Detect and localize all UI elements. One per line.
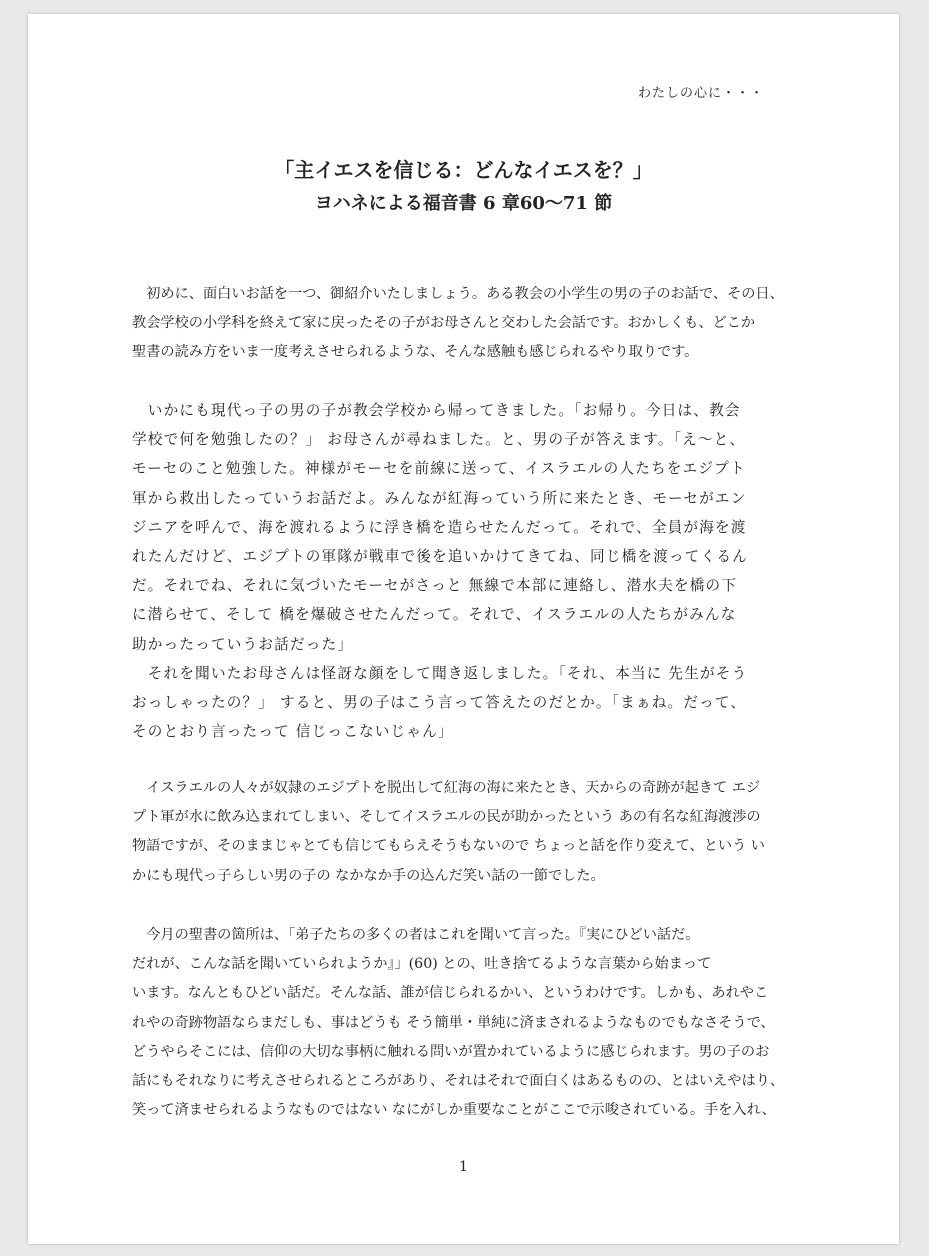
scripture-reference: ヨハネによる福音書 6 章60〜71 節 xyxy=(314,193,613,214)
text-line: それを聞いたお母さんは怪訝な顔をして聞き返しました。「それ、本当に 先生がそう xyxy=(132,664,748,682)
text-line: 話にもそれなりに考えさせられるところがあり、それはそれで面白くはあるものの、とはいえやはり、 xyxy=(132,1072,785,1089)
text-line: いかにも現代っ子の男の子が教会学校から帰ってきました。「お帰り。今日は、教会 xyxy=(132,402,741,419)
text-line: 教会学校の小学科を終えて家に戻ったその子がお母さんと交わした会話です。おかしくも、どこか xyxy=(132,315,756,332)
text-line: 今月の聖書の箇所は、「弟子たちの多くの者はこれを聞いて言った。『実にひどい話だ。 xyxy=(132,927,700,943)
paragraph-story xyxy=(132,396,812,746)
text-line: 助かったっていうお話だった」 xyxy=(132,635,354,653)
text-line: そのとおり言ったって 信じっこないじゃん」 xyxy=(132,723,454,741)
text-line: います。なんともひどい話だ。そんな話、誰が信じられるかい、というわけです。しかも、あれやこ xyxy=(132,985,769,1002)
text-line: かにも現代っ子らしい男の子の なかなか手の込んだ笑い話の一節でした。 xyxy=(132,867,605,884)
text-line: ジニアを呼んで、海を渡れるように浮き橋を造らせたんだって。それで、全員が海を渡 xyxy=(132,518,747,536)
text-line: イスラエルの人々が奴隷のエジプトを脱出して紅海の海に来たとき、天からの奇跡が起きて エジ xyxy=(132,780,761,796)
text-line: 初めに、面白いお話を一つ、御紹介いたしましょう。ある教会の小学生の男の子のお話で、その日、 xyxy=(132,286,784,302)
text-line: 物語ですが、そのままじゃとても信じてもらえそうもないので ちょっと話を作り変えて、という い xyxy=(132,838,765,855)
text-line: プト軍が水に飲み込まれてしまい、そしてイスラエルの民が助かったという あの有名な紅海渡渉の xyxy=(132,809,761,826)
page-number: 1 xyxy=(459,1159,468,1175)
text-line: どうやらそこには、信仰の大切な事柄に触れる問いが置かれているように感じられます。男の子のお xyxy=(132,1043,770,1060)
text-line: れたんだけど、エジプトの軍隊が戦車で後を追いかけてきてね、同じ橋を渡ってくるん xyxy=(132,547,748,565)
text-line: おっしゃったの？」 すると、男の子はこう言って答えたのだとか。「まぁね。だって、 xyxy=(132,693,747,711)
document-page xyxy=(28,14,899,1244)
text-line: 軍から救出したっていうお話だよ。みんなが紅海っていう所に来たとき、モーセがエン xyxy=(132,489,747,507)
text-line: だれが、こんな話を聞いていられようか』」(60) との、吐き捨てるような言葉から始まって xyxy=(132,956,712,973)
paragraph-red-sea xyxy=(132,774,812,891)
paragraph-scripture xyxy=(132,921,812,1125)
text-line: 笑って済ませられるようなものではない なにがしか重要なことがここで示唆されている。手を入れ、 xyxy=(132,1102,776,1119)
header-note: わたしの心に・・・ xyxy=(638,86,765,101)
text-line: だ。それでね、それに気づいたモーセがさっと 無線で本部に連絡し、潜水夫を橋の下 xyxy=(132,577,738,595)
sermon-title: 「主イエスを信じる：どんなイエスを？」 xyxy=(274,158,653,182)
paragraph-intro xyxy=(132,280,812,368)
text-line: 学校で何を勉強したの？」 お母さんが尋ねました。と、男の子が答えます。「え〜と、 xyxy=(132,431,746,449)
text-line: モーセのこと勉強した。神様がモーセを前線に送って、イスラエルの人たちをエジプト xyxy=(132,460,746,478)
text-line: 聖書の読み方をいま一度考えさせられるような、そんな感触も感じられるやり取りです。 xyxy=(132,344,699,361)
text-line: れやの奇跡物語ならまだしも、事はどうも そう簡単・単純に済まされるようなものでもなさそうで、 xyxy=(132,1014,775,1031)
text-line: に潜らせて、そして 橋を爆破させたんだって。それで、イスラエルの人たちがみんな xyxy=(132,606,737,624)
